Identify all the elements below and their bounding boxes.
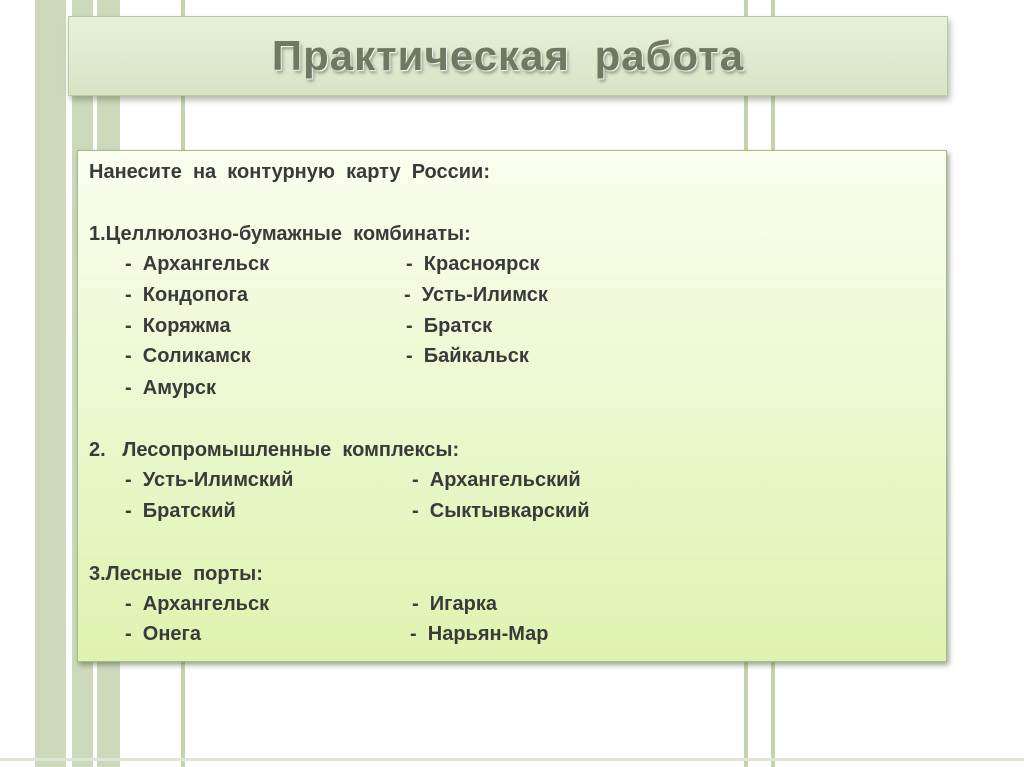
- list-item: - Архангельск: [125, 253, 270, 275]
- section-heading: 3.Лесные порты:: [89, 563, 263, 585]
- list-item: - Красноярск: [406, 253, 540, 275]
- list-item: - Кондопога: [125, 284, 248, 306]
- list-item: - Братский: [125, 500, 236, 522]
- list-item: - Сыктывкарский: [412, 500, 590, 522]
- list-item: - Архангельский: [412, 469, 581, 491]
- decor-stripe-gap: [66, 0, 72, 767]
- list-item: - Байкальск: [406, 345, 529, 367]
- list-item: - Коряжма: [125, 315, 231, 337]
- list-item: - Усть-Илимск: [404, 284, 548, 306]
- list-item: - Соликамск: [125, 345, 251, 367]
- list-item: - Амурск: [125, 377, 216, 399]
- list-item: - Нарьян-Мар: [410, 623, 549, 645]
- list-item: - Игарка: [412, 593, 497, 615]
- section-heading: 2. Лесопромышленные комплексы:: [89, 439, 460, 461]
- decor-bottom-line: [0, 758, 1024, 761]
- intro-text: Нанесите на контурную карту России:: [89, 161, 490, 183]
- slide-title: Практическая работа: [271, 32, 745, 79]
- title-banner: [68, 16, 948, 96]
- section-heading: 1.Целлюлозно-бумажные комбинаты:: [89, 223, 471, 245]
- content-panel: [77, 150, 947, 662]
- list-item: - Братск: [406, 315, 493, 337]
- list-item: - Усть-Илимский: [125, 469, 294, 491]
- list-item: - Архангельск: [125, 593, 270, 615]
- list-item: - Онега: [125, 623, 201, 645]
